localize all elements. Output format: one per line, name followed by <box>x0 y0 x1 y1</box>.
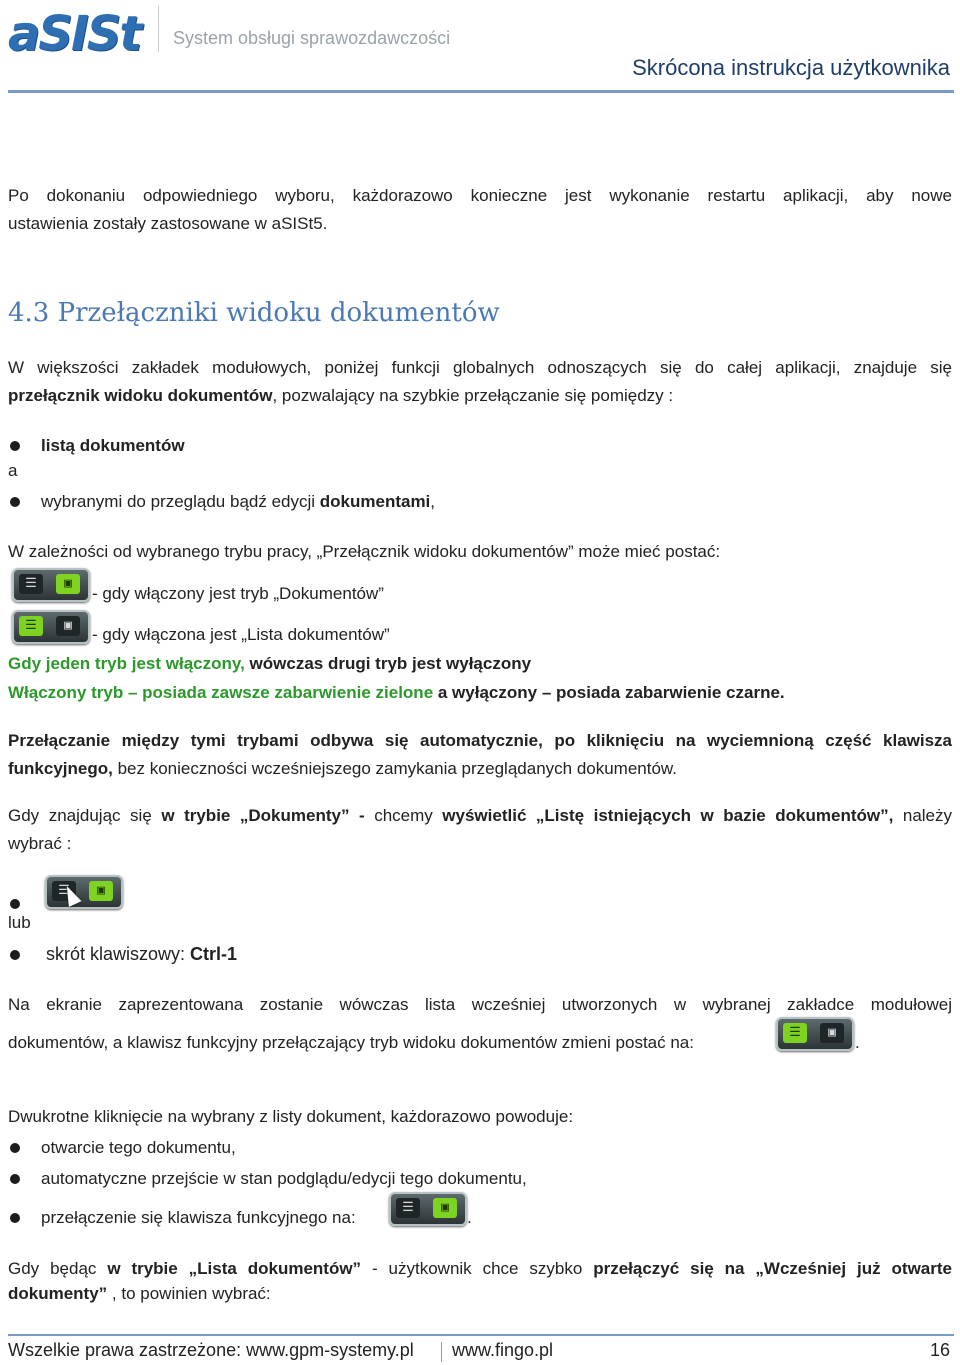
list-view-icon: ☰ <box>19 574 43 594</box>
bullet-dot <box>10 1174 20 1184</box>
view-switch-list-mode[interactable] <box>12 610 90 644</box>
document-view-icon: ▣ <box>56 616 80 636</box>
document-view-icon: ▣ <box>56 574 80 594</box>
list-view-icon: ☰ <box>19 616 43 636</box>
p5-line-2: dokumentów, a klawisz funkcyjny przełączający tryb widoku dokumentów zmieni postać na: <box>8 1033 694 1052</box>
section-heading: 4.3 Przełączniki widoku dokumentów <box>8 298 500 328</box>
p1-rest: , pozwalający na szybkie przełączanie się pomiędzy : <box>272 386 674 405</box>
header-subtitle: System obsługi sprawozdawczości <box>173 28 451 48</box>
view-switch-documents-mode[interactable] <box>389 1192 467 1226</box>
p7-line-1: Gdy będąc w trybie „Lista dokumentów” - użytkownik chce szybko przełączyć się na „Wcześniej już otwarte <box>8 1259 952 1278</box>
bullet-dot <box>10 497 20 507</box>
page-number: 16 <box>929 1340 950 1360</box>
shortcut-key: Ctrl-1 <box>190 944 238 964</box>
bullet-dot <box>10 950 20 960</box>
bullet-dot <box>10 441 20 451</box>
list-view-icon: ☰ <box>783 1023 807 1043</box>
view-switch-documents-mode[interactable] <box>12 568 90 602</box>
header-rule <box>8 90 954 93</box>
p4-line-1: Gdy znajdując się w trybie „Dokumenty” - chcemy wyświetlić „Listę istniejących w bazie dokumentów”, należy <box>8 806 953 825</box>
intro-line-1: Po dokonaniu odpowiedniego wyboru, każdorazowo konieczne jest wykonanie restartu aplikacji, aby nowe <box>8 186 952 205</box>
p3-line-2: funkcyjnego, bez konieczności wcześniejszego zamykania przeglądanych dokumentów. <box>8 759 677 778</box>
p1-line-1: W większości zakładek modułowych, poniżej funkcji globalnych odnoszących się do całej aplikacji, znajduje się <box>8 358 952 377</box>
list-view-icon: ☰ <box>396 1198 420 1218</box>
connector-lub: lub <box>8 913 31 932</box>
bullet-selected-documents: wybranymi do przeglądu bądź edycji dokumentami, <box>41 492 436 511</box>
p5-period: . <box>855 1033 860 1052</box>
bullet-list-documents: listą dokumentów <box>41 436 185 455</box>
p4-line-2: wybrać : <box>8 834 72 853</box>
p7-line-2: dokumenty” , to powinien wybrać: <box>8 1284 271 1303</box>
effect-item-1: otwarcie tego dokumentu, <box>41 1138 236 1157</box>
p1-bold: przełącznik widoku dokumentów <box>8 386 273 405</box>
p3-line-1: Przełączanie między tymi trybami odbywa się automatycznie, po kliknięciu na wyciemnioną część klawisza <box>8 731 952 750</box>
bullet-dot <box>10 1213 20 1223</box>
view-switch-documents-mode[interactable] <box>45 875 123 909</box>
p2-line: W zależności od wybranego trybu pracy, „Przełącznik widoku dokumentów” może mieć postać: <box>8 542 721 561</box>
document-view-icon: ▣ <box>433 1198 457 1218</box>
asist-logo: aSISt <box>8 6 141 62</box>
bullet-dot <box>10 899 20 909</box>
connector-a: a <box>8 461 18 480</box>
p1-line-2 <box>8 382 952 410</box>
footer-site-link[interactable]: www.fingo.pl <box>452 1340 554 1360</box>
intro-line-2: ustawienia zostały zastosowane w aSISt5. <box>8 214 328 233</box>
p5-line-1: Na ekranie zaprezentowana zostanie wówczas lista wcześniej utworzonych w wybranej zakładce modułowej <box>8 995 952 1014</box>
view-switch-list-mode[interactable] <box>776 1017 854 1051</box>
shortcut-line: skrót klawiszowy: Ctrl-1 <box>46 944 238 964</box>
effect-item-3: przełączenie się klawisza funkcyjnego na: <box>41 1208 356 1227</box>
rule-2: Włączony tryb – posiada zawsze zabarwienie zielone a wyłączony – posiada zabarwienie czarne. <box>8 683 785 702</box>
footer-rule <box>8 1334 954 1336</box>
state-2-label: - gdy włączona jest „Lista dokumentów” <box>92 625 390 644</box>
list-view-icon: ☰ <box>52 881 76 901</box>
bullet-dot <box>10 1143 20 1153</box>
effect-item-2: automatyczne przejście w stan podglądu/edycji tego dokumentu, <box>41 1169 527 1188</box>
logo-divider <box>158 6 159 52</box>
footer-rights: Wszelkie prawa zastrzeżone: www.gpm-systemy.pl <box>8 1340 414 1360</box>
footer-divider <box>441 1342 442 1362</box>
item3-period: . <box>467 1208 472 1227</box>
document-view-icon: ▣ <box>89 881 113 901</box>
p6-line: Dwukrotne kliknięcie na wybrany z listy dokument, każdorazowo powoduje: <box>8 1107 574 1126</box>
document-title: Skrócona instrukcja użytkownika <box>632 55 950 80</box>
document-view-icon: ▣ <box>820 1023 844 1043</box>
state-1-label: - gdy włączony jest tryb „Dokumentów” <box>92 584 384 603</box>
rule-1: Gdy jeden tryb jest włączony, wówczas drugi tryb jest wyłączony <box>8 654 532 673</box>
